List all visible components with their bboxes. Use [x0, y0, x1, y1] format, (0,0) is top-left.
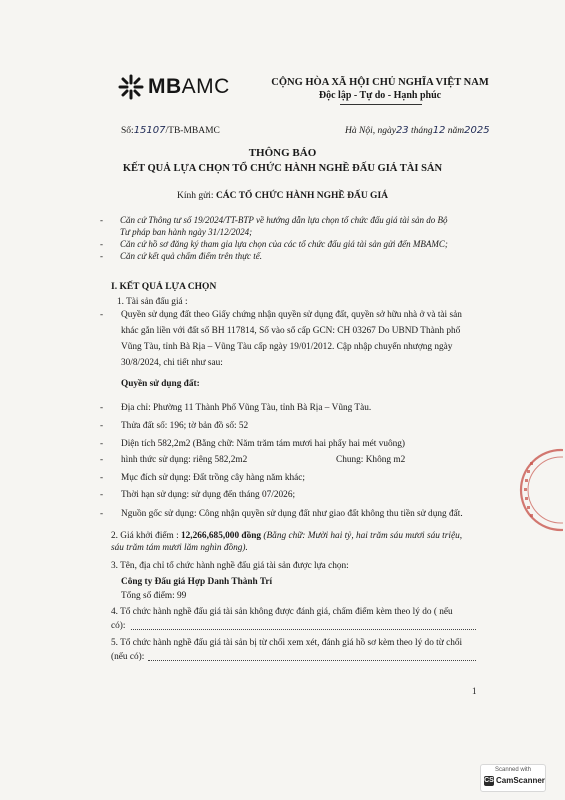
starting-price-words: sáu trăm tám mươi lăm nghìn đồng). [111, 543, 248, 553]
logo-text-bold: MB [148, 75, 182, 98]
asset-line-2: khác gắn liền với đất số BH 117814, Số vào sổ cấp GCN: CH 03267 Do UBND Thành phố [121, 326, 461, 336]
scanner-brand: CamScanner [496, 776, 545, 785]
scanner-caption: Scanned with [494, 767, 532, 773]
item4-line2: có): [111, 621, 126, 631]
document-date: Hà Nội, ngày23 tháng12 năm2025 [345, 125, 490, 136]
land-heading: Quyền sử dụng đất: [121, 379, 200, 389]
document-page: MBAMC CỘNG HÒA XÃ HỘI CHỦ NGHĨA VIỆT NAM Độc lập - Tự do - Hạnh phúc Số:15107/TB-MBAMC Hà Nội, ngày23 tháng12 năm2025 THÔNG BÁO KẾT QUẢ LỰA CHỌN TỔ CHỨC HÀNH NGHỀ ĐẤU GIÁ TÀI SẢN Kính gửi: CÁC TỔ CHỨC HÀNH NGHỀ ĐẤU GIÁ - Căn cứ Thông tư số 19/2024/TT-BTP về hướng dẫn lựa chọn tổ chức đấu giá tài sản do Bộ Tư pháp ban hành ngày 31/12/2024; - Căn cứ hồ sơ đăng ký tham gia lựa chọn của các tổ chức đấu giá tài sản gửi đến MBAMC; - Căn cứ kết quả chấm điểm trên thực tế. I. KẾT QUẢ LỰA CHỌN 1. Tài sản đấu giá : - Quyền sử dụng đất theo Giấy chứng nhận quyền sử dụng đất, quyền sở hữu nhà ở và tài sản khác gắn liền với đất số BH 117814, Số vào sổ cấp GCN: CH 03267 Do UBND Thành phố Vũng Tàu, tỉnh Bà Rịa – Vũng Tàu cấp ngày 19/01/2012. Cập nhập chuyển nhượng ngày 30/8/2024, chi tiết như sau: Quyền sử dụng đất: - Địa chỉ: Phường 11 Thành Phố Vũng Tàu, tỉnh Bà Rịa – Vũng Tàu. - Thửa đất số: 196; tờ bản đồ số: 52 - Diện tích 582,2m2 (Bằng chữ: Năm trăm tám mươi hai phẩy hai mét vuông) - hình thức sử dụng: riêng 582,2m2 Chung: Không m2 - Mục đích sử dụng: Đất trồng cây hàng năm khác; - Thời hạn sử dụng: sử dụng đến tháng 07/2026; - Nguồn gốc sử dụng: Công nhận quyền sử dụng đất như giao đất không thu tiền sử dụng đất. 2. Giá khởi điểm : 12,266,685,000 đồng (Bằng chữ: Mười hai tỷ, hai trăm sáu mươi sáu triệu, sáu trăm tám mươi lăm nghìn đồng). 3. Tên, địa chỉ tổ chức hành nghề đấu giá tài sản được lựa chọn: Công ty Đấu giá Hợp Danh Thành Trí Tổng số điểm: 99 4. Tổ chức hành nghề đấu giá tài sản không được đánh giá, chấm điểm kèm theo lý do ( nếu có): 5. Tổ chức hành nghề đấu giá tài sản bị từ chối xem xét, đánh giá hồ sơ kèm theo lý do từ chối (nếu có): 1 Scanned with CS CamScanner [0, 0, 565, 800]
date-month: 12 [432, 125, 446, 136]
land-address: Địa chỉ: Phường 11 Thành Phố Vũng Tàu, tỉnh Bà Rịa – Vũng Tàu. [121, 403, 372, 413]
asset-line-3: Vũng Tàu, tỉnh Bà Rịa – Vũng Tàu cấp ngày 19/01/2012. Cập nhập chuyển nhượng ngày [121, 342, 453, 352]
motto-underline [340, 104, 422, 105]
land-purpose: Mục đích sử dụng: Đất trồng cây hàng năm khác; [121, 473, 305, 483]
land-origin: Nguồn gốc sử dụng: Công nhận quyền sử dụng đất như giao đất không thu tiền sử dụng đất. [121, 509, 463, 519]
star-burst-icon [118, 74, 144, 100]
starting-price: 2. Giá khởi điểm : 12,266,685,000 đồng (Bằng chữ: Mười hai tỷ, hai trăm sáu mươi sáu triệu, [111, 531, 463, 541]
item5-line1: 5. Tổ chức hành nghề đấu giá tài sản bị từ chối xem xét, đánh giá hồ sơ kèm theo lý do từ chối [111, 638, 463, 648]
land-term: Thời hạn sử dụng: sử dụng đến tháng 07/2026; [121, 490, 296, 500]
document-subtitle: KẾT QUẢ LỰA CHỌN TỔ CHỨC HÀNH NGHỀ ĐẤU GIÁ TÀI SẢN [122, 163, 443, 174]
mbamc-logo [118, 74, 230, 100]
asset-line-4: 30/8/2024, chi tiết như sau: [121, 358, 223, 368]
item4-line1: 4. Tổ chức hành nghề đấu giá tài sản không được đánh giá, chấm điểm kèm theo lý do ( nếu [111, 607, 453, 617]
item5-dotted-fill [148, 651, 476, 661]
land-form: hình thức sử dụng: riêng 582,2m2 [121, 455, 248, 465]
document-title: THÔNG BÁO [248, 147, 317, 159]
land-area: Diện tích 582,2m2 (Bằng chữ: Năm trăm tám mươi hai phẩy hai mét vuông) [121, 439, 406, 449]
starting-price-value: 12,266,685,000 đồng [181, 531, 262, 541]
date-year: 2025 [464, 125, 490, 136]
document-number: Số:15107/TB-MBAMC [121, 125, 220, 136]
basis-1b: Tư pháp ban hành ngày 31/12/2024; [120, 227, 253, 237]
item1-label: 1. Tài sản đấu giá : [117, 297, 188, 307]
basis-1a: Căn cứ Thông tư số 19/2024/TT-BTP về hướng dẫn lựa chọn tổ chức đấu giá tài sản do Bộ [120, 215, 448, 225]
docno-handwritten: 15107 [133, 125, 166, 136]
page-number: 1 [472, 686, 477, 696]
logo-text-light: AMC [181, 75, 230, 98]
item3-label: 3. Tên, địa chỉ tổ chức hành nghề đấu giá tài sản được lựa chọn: [111, 561, 349, 571]
camscanner-watermark [480, 764, 546, 792]
land-common: Chung: Không m2 [336, 455, 406, 465]
camscanner-icon: CS [484, 777, 494, 784]
total-score: Tổng số điểm: 99 [121, 591, 187, 601]
section-heading: I. KẾT QUẢ LỰA CHỌN [111, 282, 217, 292]
basis-3: Căn cứ kết quả chấm điểm trên thực tế. [120, 251, 263, 261]
selected-organization: Công ty Đấu giá Hợp Danh Thành Trí [121, 577, 273, 587]
basis-2: Căn cứ hồ sơ đăng ký tham gia lựa chọn của các tổ chức đấu giá tài sản gửi đến MBAMC; [120, 239, 448, 249]
asset-line-1: Quyền sử dụng đất theo Giấy chứng nhận quyền sử dụng đất, quyền sở hữu nhà ở và tài sản [121, 310, 462, 320]
red-seal-stamp [503, 440, 563, 540]
item4-dotted-fill [131, 620, 476, 630]
recipient-line: Kính gửi: CÁC TỔ CHỨC HÀNH NGHỀ ĐẤU GIÁ [177, 191, 388, 201]
item5-line2: (nếu có): [111, 652, 145, 662]
motto: Độc lập - Tự do - Hạnh phúc [318, 90, 442, 101]
nation-heading: CỘNG HÒA XÃ HỘI CHỦ NGHĨA VIỆT NAM [271, 77, 489, 88]
date-day: 23 [395, 125, 409, 136]
land-parcel: Thửa đất số: 196; tờ bản đồ số: 52 [121, 421, 249, 431]
